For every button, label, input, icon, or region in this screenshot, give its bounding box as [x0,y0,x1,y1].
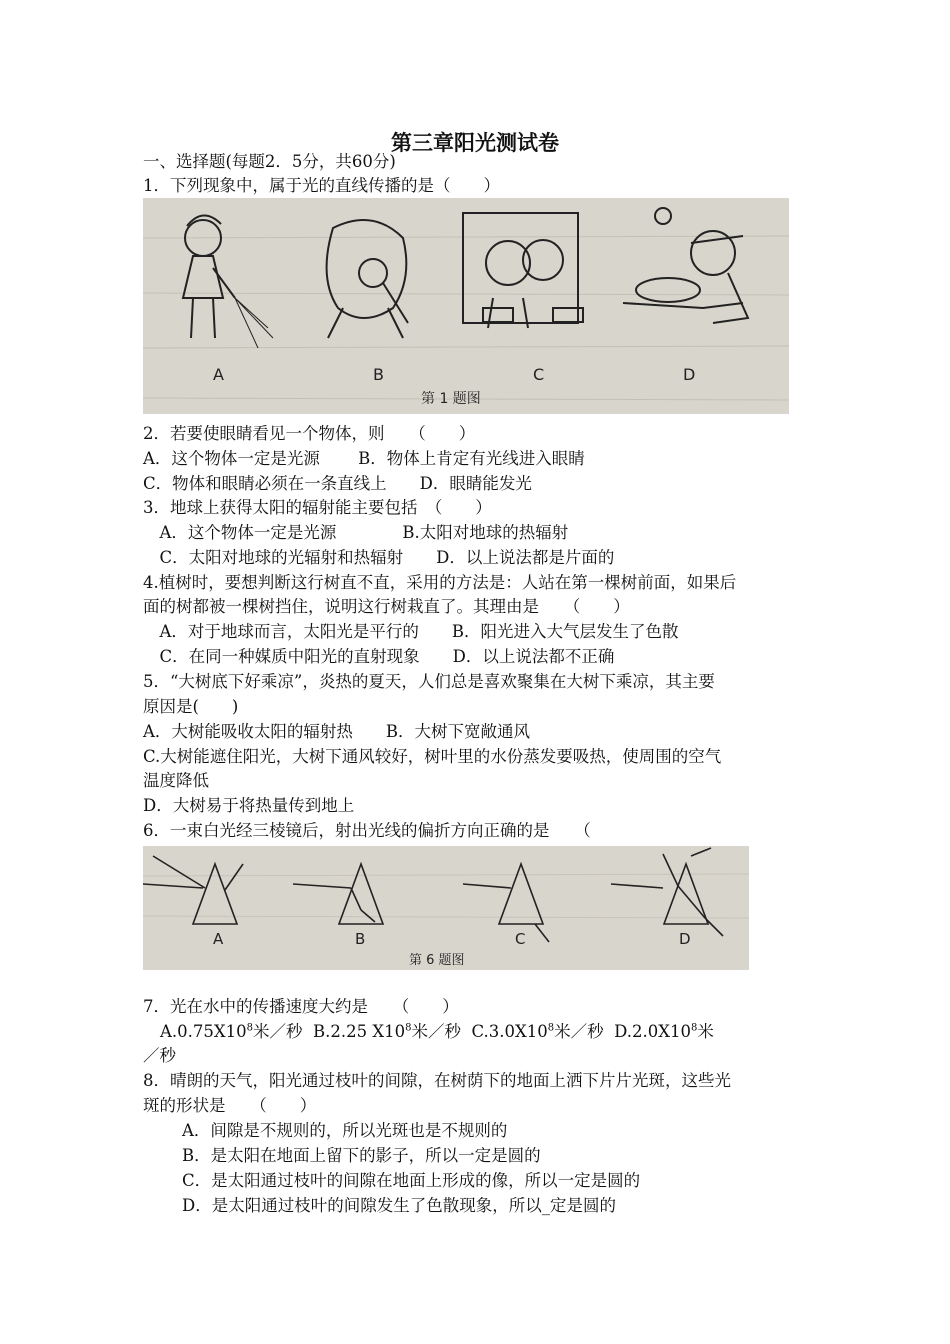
q1-label-a: A [213,365,224,384]
prism-a-icon [143,856,243,924]
q2-stem: 2．若要使眼睛看见一个物体，则 （ ） [143,424,476,443]
q8-option-a: A．间隙是不规则的，所以光斑也是不规则的 [182,1121,508,1140]
q7-option-d: $D.2.0X10^8$米 [614,1022,714,1041]
q2-options-row1: A．这个物体一定是光源 B．物体上肯定有光线进入眼睛 [143,449,585,468]
q2-options-row2: C．物体和眼睛必须在一条直线上 D．眼睛能发光 [143,474,532,493]
q7-wrap: ／秒 [143,1046,176,1065]
q5-option-c-line1: C.大树能遮住阳光，大树下通风较好，树叶里的水份蒸发要吸热，使周围的空气 [143,747,722,766]
q4-line2: 面的树都被一棵树挡住，说明这行树栽直了。其理由是 （ ） [143,597,630,616]
q5-option-d: D．大树易于将热量传到地上 [143,796,355,815]
q4-options-row1: A．对于地球而言，太阳光是平行的 B．阳光进入大气层发生了色散 [143,622,679,641]
prism-d-icon [663,848,723,936]
q6-label-a: A [213,930,224,948]
q6-caption: 第 6 题图 [409,953,465,968]
q1-label-b: B [373,365,384,384]
prism-b-icon [293,864,383,924]
q8-option-b: B．是太阳在地面上留下的影子，所以一定是圆的 [182,1146,541,1165]
q3-stem: 3．地球上获得太阳的辐射能主要包括 （ ） [143,498,492,517]
q1-stem: 1．下列现象中，属于光的直线传播的是（ ） [143,176,500,195]
q8-line1: 8．晴朗的天气，阳光通过枝叶的间隙，在树荫下的地面上洒下片片光斑，这些光 [143,1071,731,1090]
q8-option-c: C．是太阳通过枝叶的间隙在地面上形成的像，所以一定是圆的 [182,1171,641,1190]
q5-option-c-line2: 温度降低 [143,771,209,790]
q8-line2: 斑的形状是 （ ） [143,1096,317,1115]
q5-line2: 原因是( ) [143,697,239,716]
q7-options [160,1022,714,1042]
q5-option-a-b: A．大树能吸收太阳的辐射热 B．大树下宽敞通风 [143,722,531,741]
q1-label-c: C [533,365,545,384]
q4-options-row2: C．在同一种媒质中阳光的直射现象 D．以上说法都不正确 [143,647,615,666]
q3-options-row2: C．太阳对地球的光辐射和热辐射 D．以上说法都是片面的 [143,548,615,567]
page-title: 第三章阳光测试卷 [391,131,559,155]
q7-option-c: $C.3.0X10^8$米／秒 [471,1022,604,1041]
q6-label-c: C [515,930,526,948]
q1-label-d: D [683,365,696,384]
q4-line1: 4.植树时，要想判断这行树直不直，采用的方法是：人站在第一棵树前面，如果后 [143,573,737,592]
q7-stem: 7．光在水中的传播速度大约是 （ ） [143,997,459,1016]
q6-figure [143,846,749,970]
q7-option-a: $A.0.75X10^8$米／秒 [160,1022,303,1041]
q7-option-b: B.2.25 $X10^8$米／秒 [313,1022,462,1041]
q1-caption: 第 1 题图 [421,391,481,407]
q3-options-row1: A．这个物体一定是光源 B.太阳对地球的热辐射 [143,523,569,542]
boy-bowl-icon [623,208,748,323]
q1-figure [143,198,789,414]
q6-stem: 6．一束白光经三棱镜后，射出光线的偏折方向正确的是 （ [143,821,591,840]
q6-label-d: D [679,930,691,948]
q6-label-b: B [355,930,366,948]
section-heading: 一、选择题(每题2．5分，共60分) [143,152,396,171]
window-faces-icon [463,213,583,328]
q8-option-d: D．是太阳通过枝叶的间隙发生了色散现象，所以_定是圆的 [182,1196,616,1215]
girl-flashlight-icon [183,215,273,348]
prism-c-icon [463,864,663,942]
q5-line1: 5．“大树底下好乘凉”，炎热的夏天，人们总是喜欢聚集在大树下乘凉，其主要 [143,672,715,691]
